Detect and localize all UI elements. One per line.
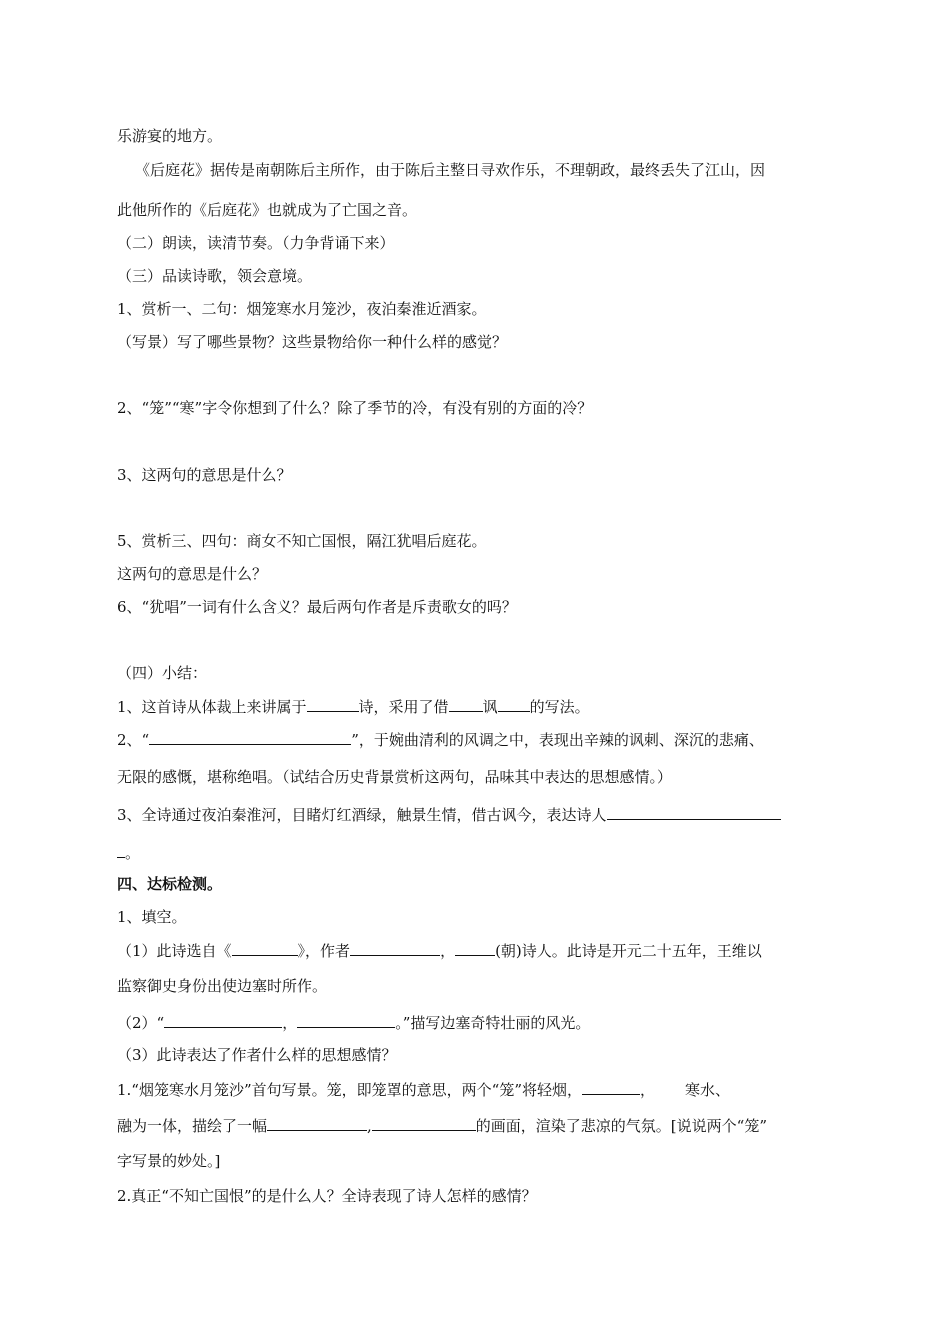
fill-blank[interactable]: [232, 940, 298, 956]
fill-blank[interactable]: [297, 1012, 395, 1028]
fill-blank[interactable]: [149, 729, 351, 745]
summary-item-1: 1、这首诗从体裁上来讲属于 诗，采用了借 讽 的写法。: [117, 698, 590, 716]
paragraph-line: 此他所作的《后庭花》也就成为了亡国之音。: [117, 201, 418, 219]
question: 5、赏析三、四句：商女不知亡国恨，隔江犹唱后庭花。: [117, 532, 487, 550]
fill-item-2: （2）“ ， 。”描写边塞奇特壮丽的风光。: [117, 1014, 591, 1032]
section-title: 四、达标检测。: [117, 875, 223, 893]
question: （写景）写了哪些景物？这些景物给你一种什么样的感觉？: [117, 333, 508, 351]
paragraph-line: 监察御史身份出使边塞时所作。: [117, 977, 328, 995]
fill-blank[interactable]: [267, 1115, 367, 1131]
summary-item-2: 2、“ ”，于婉曲清利的风调之中，表现出辛辣的讽刺、深沉的悲痛、: [117, 731, 764, 749]
fill-blank[interactable]: [449, 696, 483, 712]
paragraph-line: 乐游宴的地方。: [117, 127, 223, 145]
question: 1、填空。: [117, 908, 187, 926]
question: 2.真正“不知亡国恨”的是什么人？全诗表现了诗人怎样的感情？: [117, 1187, 537, 1205]
question: 这两句的意思是什么？: [117, 565, 268, 583]
section-heading: （四）小结：: [117, 664, 208, 682]
fill-blank[interactable]: [117, 842, 125, 858]
exercise-1-cont: 融为一体，描绘了一幅 , 的画面，渲染了悲凉的气氛。[说说两个“笼”: [117, 1117, 767, 1135]
question: 2、“笼”“寒”字令你想到了什么？除了季节的冷，有没有别的方面的冷？: [117, 399, 593, 417]
summary-item-3-end: 。: [117, 842, 140, 863]
fill-blank[interactable]: [455, 940, 495, 956]
fill-blank[interactable]: [307, 696, 359, 712]
paragraph-line: 字写景的妙处。]: [117, 1152, 221, 1170]
section-heading: （二）朗读，读清节奏。（力争背诵下来）: [117, 234, 395, 252]
fill-blank[interactable]: [350, 940, 440, 956]
fill-blank[interactable]: [607, 804, 781, 820]
fill-blank[interactable]: [498, 696, 530, 712]
paragraph-line: 无限的感慨，堪称绝唱。（试结合历史背景赏析这两句，品味其中表达的思想感情。）: [117, 768, 673, 786]
question: 6、“犹唱”一词有什么含义？最后两句作者是斥责歌女的吗？: [117, 598, 517, 616]
question: 1、赏析一、二句：烟笼寒水月笼沙，夜泊秦淮近酒家。: [117, 300, 487, 318]
exercise-1: 1.“烟笼寒水月笼沙”首句写景。笼，即笼罩的意思，两个“笼”将轻烟， ， 寒水、: [117, 1081, 731, 1099]
fill-blank[interactable]: [372, 1115, 476, 1131]
fill-blank[interactable]: [164, 1012, 282, 1028]
fill-item-1: （1）此诗选自《 》，作者 ， (朝)诗人。此诗是开元二十五年，王维以: [117, 942, 762, 960]
fill-blank[interactable]: [582, 1079, 640, 1095]
question: （3）此诗表达了作者什么样的思想感情？: [117, 1046, 397, 1064]
question: 3、这两句的意思是什么？: [117, 466, 292, 484]
summary-item-3: 3、全诗通过夜泊秦淮河，目睹灯红酒绿，触景生情，借古讽今，表达诗人: [117, 804, 781, 825]
paragraph-line: 《后庭花》据传是南朝陈后主所作，由于陈后主整日寻欢作乐，不理朝政，最终丢失了江山，因: [135, 161, 766, 179]
section-heading: （三）品读诗歌，领会意境。: [117, 267, 313, 285]
